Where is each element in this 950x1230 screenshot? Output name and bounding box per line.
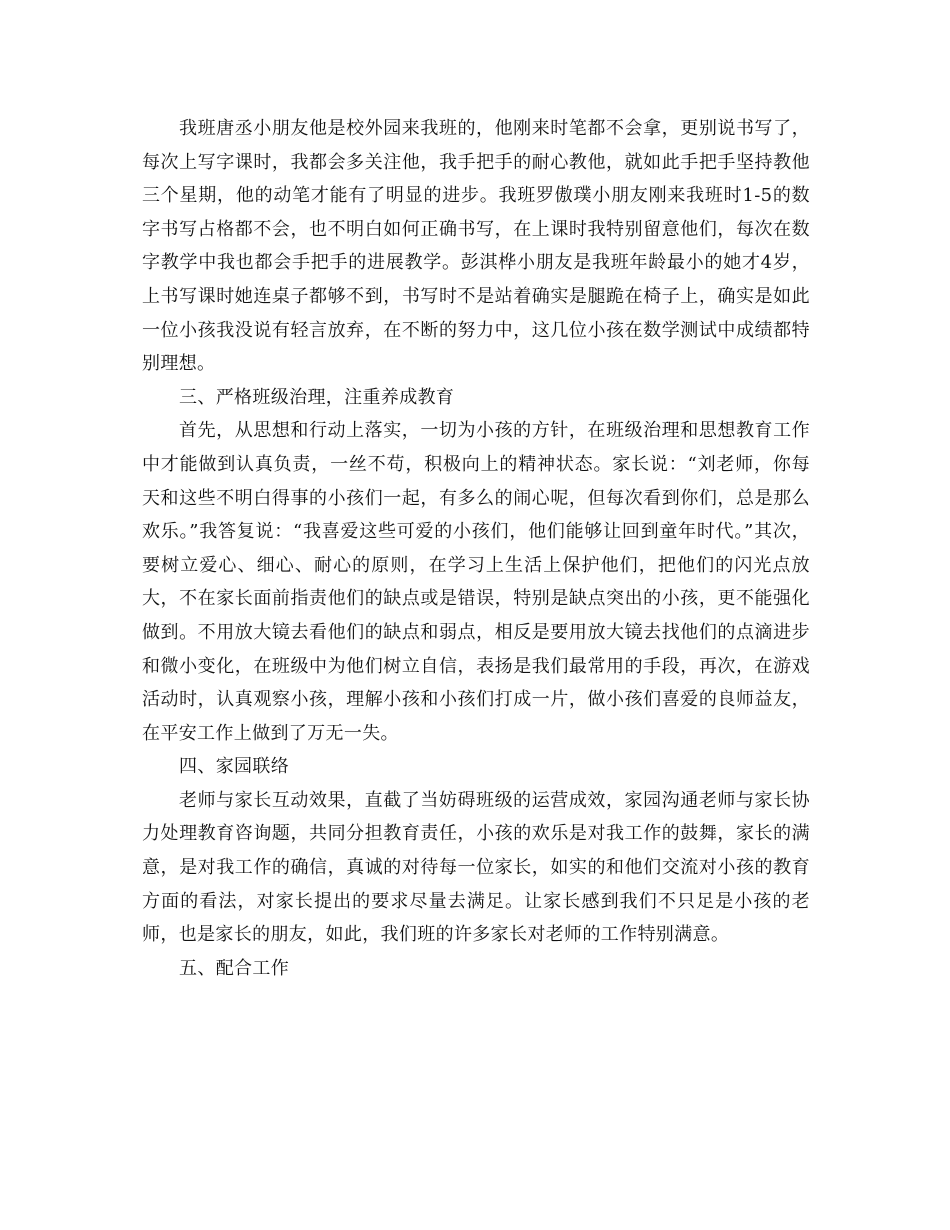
section-heading-cooperation: 五、配合工作 xyxy=(179,957,290,979)
paragraph-tang-cheng: 我班唐丞小朋友他是校外园来我班的，他刚来时笔都不会拿，更别说书写了，每次上写字课时，我都会多关注他，我手把手的耐心教他，就如此手把手坚持教他三个星期，他的动笔才能有了明显的进步。我班罗傲璞小朋友刚来我班时1-5的数字书写占格都不会，也不明白如何正确书写，在上课时我特别留意他们，每次在数字教学中我也都会手把手的进展教学。彭淇桦小朋友是我班年龄最小的她才4岁，上书写课时她连桌子都够不到，书写时不是站着确实是腿跪在椅子上，确实是如此一位小孩我没说有轻言放弃，在不断的努力中，这几位小孩在数学测试中成绩都特别理想。 xyxy=(142,118,810,375)
document-body xyxy=(142,112,810,985)
section-heading-home-school-contact: 四、家园联络 xyxy=(179,756,290,778)
paragraph-class-management: 首先，从思想和行动上落实，一切为小孩的方针，在班级治理和思想教育工作中才能做到认真负责，一丝不苟，积极向上的精神状态。家长说：“刘老师，你每天和这些不明白得事的小孩们一起，有多么的闹心呢，但每次看到你们，总是那么欢乐。”我答复说：“我喜爱这些可爱的小孩们，他们能够让回到童年时代。”其次，要树立爱心、细心、耐心的原则，在学习上生活上保护他们，把他们的闪光点放大，不在家长面前指责他们的缺点或是错误，特别是缺点突出的小孩，更不能强化做到。不用放大镜去看他们的缺点和弱点，相反是要用放大镜去找他们的点滴进步和微小变化，在班级中为他们树立自信，表扬是我们最常用的手段，再次，在游戏活动时，认真观察小孩，理解小孩和小孩们打成一片，做小孩们喜爱的良师益友，在平安工作上做到了万无一失。 xyxy=(142,420,810,744)
paragraph-home-school-contact: 老师与家长互动效果，直截了当妨碍班级的运营成效，家园沟通老师与家长协力处理教育咨询题，共同分担教育责任，小孩的欢乐是对我工作的鼓舞，家长的满意，是对我工作的确信，真诚的对待每一位家长，如实的和他们交流对小孩的教育方面的看法，对家长提出的要求尽量去满足。让家长感到我们不只足是小孩的老师，也是家长的朋友，如此，我们班的许多家长对老师的工作特别满意。 xyxy=(142,789,810,946)
section-heading-class-management: 三、严格班级治理，注重养成教育 xyxy=(179,386,455,408)
